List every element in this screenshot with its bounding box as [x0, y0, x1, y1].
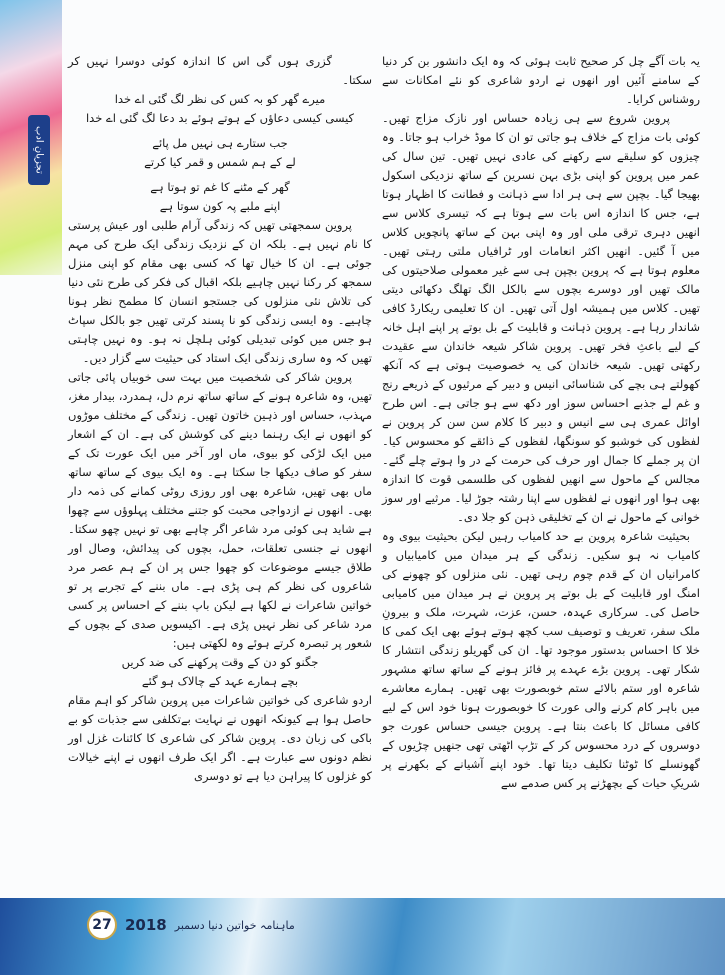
- verse: بچے ہمارے عہد کے چالاک ہو گئے: [141, 674, 299, 688]
- verse: جب ستارے ہی نہیں مل پائے: [152, 136, 288, 150]
- verse: اپنے ملبے پہ کون سوتا ہے: [159, 199, 281, 213]
- verse: جگنو کو دن کے وقت پرکھنے کی ضد کریں: [121, 655, 319, 669]
- paragraph: اردو شاعری کی خواتین شاعرات میں پروین شاکر کو اہم مقام حاصل ہوا ہے کیونکہ انھوں نے نہایت بےتکلفی سے جذبات کو بے باکی کی زبان دی۔ پروین شاکر کی شاعری کا کائنات غزل اور نظم دونوں سے عبارت ہے۔ اگر ایک طرف انھوں نے اپنے خیالات کو غزلوں کا پیراہن دیا ہے تو دوسری: [68, 693, 372, 783]
- right-column: [382, 52, 700, 793]
- page-info: [87, 912, 295, 938]
- page-number: 27: [87, 910, 117, 940]
- paragraph: بحیثیت شاعرہ پروین بے حد کامیاب رہیں لیکن بحیثیت بیوی وہ کامیاب نہ ہو سکیں۔ زندگی کے ہر میدان میں کامیابیاں و کامرانیاں ان کے قدم چوم رہی تھیں۔ نئی منزلوں کو چھونے کی امنگ اور قابلیت کے بل بوتے پر پروین نے ہر میدان میں کامیابی حاصل کی۔ سرکاری عہدہ، حسن، عزت، شہرت، ملک و بیرونِ ملک سفر، تعریف و توصیف سب کچھ ہوتے ہوئے بھی ایک کمی کا خلا کا احساس بدستور موجود تھا۔ ان کی گھریلو زندگی انتشار کا شکار تھی۔ پروین بڑے عہدے پر فائز ہونے کے ساتھ ساتھ مشہور شاعرہ اور ستم بالائے ستم خوبصورت بھی تھیں۔ ہمارے معاشرے میں باہر کام کرنے والی عورت کا خوبصورت ہونا خود اس کے لیے کافی مسائل کا باعث بنتا ہے۔ پروین جیسی حساس عورت جو دوسروں کے درد محسوس کر کے تڑپ اٹھتی تھی جنھیں چڑیوں کے گھونسلے کا ٹوٹنا تکلیف دیتا تھا۔ خود اپنے آشیانے کے بکھرنے پر شریکِ حیات کے بچھڑنے پر کس صدمے سے: [382, 529, 700, 790]
- paragraph: پروین سمجھتی تھیں کہ زندگی آرام طلبی اور عیش پرستی کا نام نہیں ہے۔ بلکہ ان کے نزدیک زندگی ایک طرح کی مہم جوئی ہے۔ ان کا خیال تھا کہ کسی بھی مقام کو اپنی منزل سمجھ کر رکنا نہیں چاہیے بلکہ اقبال کی فکر کی طرح نئی دنیا کی تلاش نئی منزلوں کی جستجو انسان کا مطمح نظر ہونا چاہیے۔ وہ ایسی زندگی کو نا پسند کرتی تھیں جو بالکل سپاٹ ہو جس میں کوئی تبدیلی کوئی ہلچل نہ ہو۔ وہ نہیں چاہتی تھیں کہ وہ ساری زندگی ایک استاد کی حیثیت سے گزار دیں۔: [68, 218, 372, 365]
- paragraph: یہ بات آگے چل کر صحیح ثابت ہوئی کہ وہ ایک دانشور بن کر دنیا کے سامنے آئیں اور انھوں نے اردو شاعری کو نئے امکانات سے روشناس کرایا۔: [382, 54, 700, 106]
- footer-banner: [0, 898, 725, 975]
- paragraph: پروین شاکر کی شخصیت میں بہت سی خوبیاں پائی جاتی تھیں، وہ شاعرہ ہونے کے ساتھ ساتھ نرم دل، ہمدرد، بیدار مغز، مہذب، حساس اور ذہین خاتون تھیں۔ زندگی کے مختلف موڑوں کو انھوں نے ایک رہنما دینے کی کوشش کی ہے۔ ان کے اشعار میں ایک لڑکی کو بیوی، ماں اور آخر میں ایک عورت تک کے سفر کو صاف دیکھا جا سکتا ہے۔ وہ ایک بیوی کے ساتھ ساتھ ماں بھی تھیں، شاعرہ بھی اور روزی روٹی کمانے کی ذمہ دار بھی۔ انھوں نے ازدواجی محبت کو جتنے مختلف پہلوؤں سے چھوا ہے شاید ہی کوئی مرد شاعر اگر چاہے بھی تو نہیں چھو سکتا۔ انھوں نے جنسی تعلقات، حمل، بچوں کی پیدائش، وصال اور طلاق جیسے موضوعات کو چھوا جس پر ان کے ہم عصر مرد شاعروں کی نظر کم ہی پڑی ہے۔ ماں بننے کے تجربے پر تو خواتین شاعرات نے لکھا ہے لیکن باپ بننے کے احساس پر کسی مرد شاعر کی نظر نہیں پڑی ہے۔ اکیسویں صدی کے بچوں کے شعور پر تبصرہ کرتے ہوئے وہ لکھتی ہیں:: [68, 370, 372, 650]
- paragraph: گزری ہوں گی اس کا اندازہ کوئی دوسرا نہیں کر سکتا۔: [68, 54, 372, 87]
- left-column: [68, 52, 372, 786]
- verse: گھر کے مٹنے کا غم تو ہوتا ہے: [150, 180, 290, 194]
- paragraph: پروین شروع سے ہی زیادہ حساس اور نازک مزاج تھیں۔ کوئی بات مزاج کے خلاف ہو جاتی تو ان کا موڈ خراب ہو جاتا۔ وہ چیزوں کو سلیقے سے رکھنے کی عادی نہیں تھیں۔ تین سال کی عمر میں پروین کو اپنی بڑی بہن نسرین کے ساتھ نزدیکی اسکول بھیجا گیا۔ بچپن سے ہی ہر ادا سے ذہانت و فطانت کا اظہار ہوتا ہے، جس کا اندازہ اس بات سے ہوتا ہے کہ تیسری کلاس سے انھیں دہری ترقی ملی اور وہ اپنی بہن کے ساتھ پانچویں کلاس میں آ گئیں۔ انھیں اکثر انعامات اور ٹرافیاں ملتی رہتی تھیں۔ معلوم ہوتا ہے کہ پروین بچپن ہی سے غیر معمولی صلاحیتوں کی مالک تھیں اور دوسرے بچوں سے بالکل الگ تھلگ دکھائی دیتی تھیں۔ کلاس میں ہمیشہ اول آتی تھیں۔ ان کا تعلیمی ریکارڈ کافی شاندار رہا ہے۔ پروین ذہانت و قابلیت کے بل بوتے پر اپنے اہل خانہ کے لیے باعثِ فخر تھیں۔ پروین شاکر شیعہ خاندان سے عقیدت رکھتی تھیں۔ شیعہ خاندان کی یہ خصوصیت ہوتی ہے کہ آنکھ کھولتے ہی بچے کی شناسائی انیس و دبیر کے مرثیوں کے ذریعے رنج و غم لے جذبے احساس سوز اور دکھ سے ہو جاتی ہے۔ اس طرح اوائل عمری ہی سے انیس و دبیر کا کلام سن سن کر پروین نے لفظوں کی خوشبو کو سونگھا، لفظوں کے ذائقے کو محسوس کیا۔ ان پر جملے کا جمال اور حرف کی حرمت کے در وا ہوتے چلے گئے۔ مجالس کے ماحول سے انھیں لفظوں کی طلسمی قوت کا اندازہ بھی ہوا اور انھوں نے لفظوں سے اپنا رشتہ جوڑ لیا۔ مرثیے اور سوز خوانی کے ماحول نے ان کے تخلیقی ذہن کو جلا دی۔: [382, 111, 700, 524]
- section-tab: تجزیانِ ادب: [28, 115, 50, 185]
- verse: لے کے ہم شمس و قمر کیا کرتے: [144, 155, 296, 169]
- verse: کیسی کیسی دعاؤں کے ہوتے ہوئے بد دعا لگ گئی اے خدا: [85, 111, 355, 125]
- issue-year: 2018: [125, 916, 167, 934]
- magazine-name: ماہنامہ خواتین دنیا دسمبر: [174, 918, 295, 932]
- verse: میرے گھر کو بہ کس کی نظر لگ گئی اے خدا: [114, 92, 326, 106]
- decorative-sidebar: [0, 0, 62, 275]
